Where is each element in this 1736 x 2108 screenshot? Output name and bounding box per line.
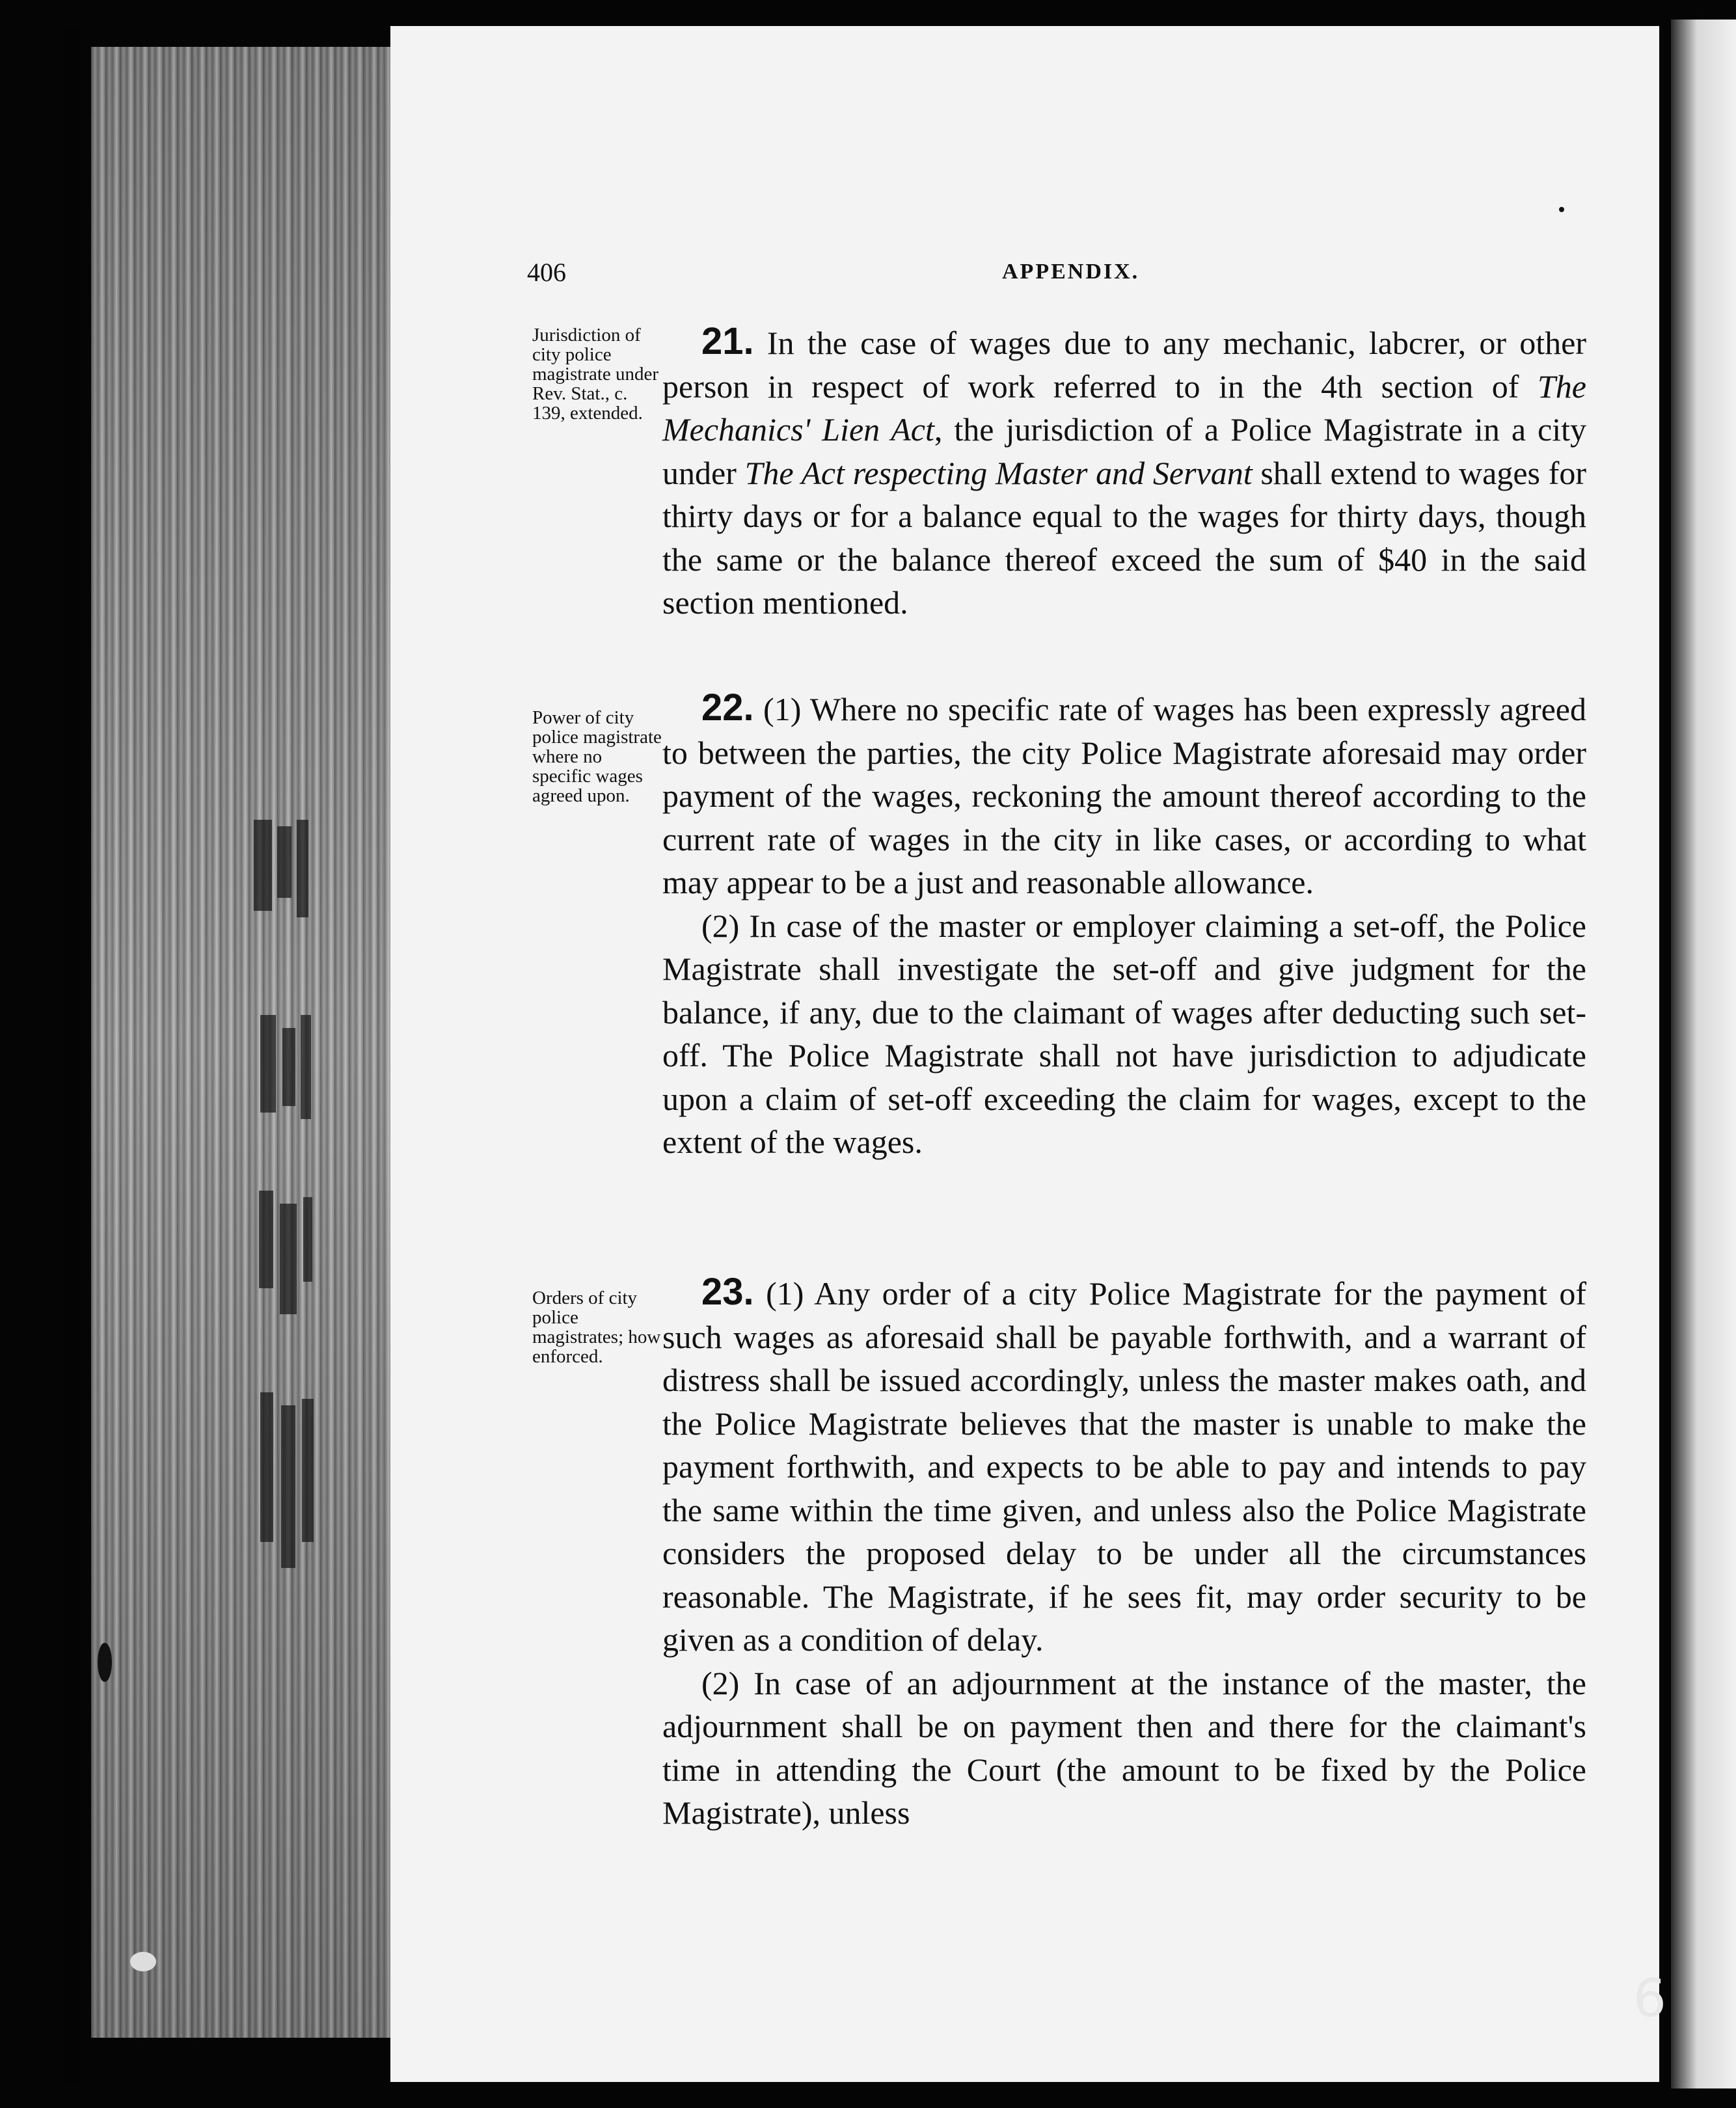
- marginal-note-21: Jurisdiction of city police magistrate under Rev. Stat., c. 139, extended.: [532, 325, 659, 424]
- section-22: [662, 686, 1586, 1164]
- section-number: 23.: [701, 1271, 754, 1313]
- facing-page-edge: [1671, 20, 1736, 2088]
- section-text: (1) Any order of a city Police Magistrate for the payment of such wages as aforesaid shall be payable forthwith, and a warrant of distress shall be issued accordingly, unless the master makes oath, and the Police Magistrate believes that the master is unable to make the payment forthwith, and expects to be able to pay and intends to pay the same within the time given, and unless also the Police Magistrate considers the proposed delay to be under all the circumstances reasonable. The Magistrate, if he sees fit, may order security to be given as a condition of delay.: [662, 1275, 1586, 1658]
- subsection-text: (2) In case of an adjournment at the instance of the master, the adjournment shall be on payment then and there for the claimant's time in attending the Court (the amount to be fixed by the Police Magistrate), unless: [662, 1664, 1586, 1831]
- gutter-shadow: [64, 26, 87, 2082]
- ink-speck: [98, 1643, 112, 1682]
- section-text: shall extend to wages for thirty days or for a balance equal to the wages for thirty days, though the same or the balance thereof exceed the sum of $40 in the said section mentioned.: [662, 454, 1587, 621]
- page-header: [527, 257, 1568, 296]
- section-23: [662, 1271, 1586, 1835]
- ink-speck: [130, 1952, 156, 1971]
- corner-mark: 6: [1633, 1968, 1666, 2029]
- section-number: 22.: [701, 686, 754, 729]
- act-title: The Act respecting Master and Servant: [744, 454, 1253, 491]
- running-head: APPENDIX.: [1002, 260, 1140, 284]
- page-number: 406: [527, 258, 566, 287]
- library-stamp-mark: [241, 820, 338, 1640]
- section-21: [662, 320, 1586, 625]
- ink-speck: [1559, 207, 1564, 212]
- section-number: 21.: [701, 320, 754, 362]
- section-text: In the case of wages due to any mechanic, labcrer, or other person in respect of work referred to in the 4th section of: [662, 325, 1586, 405]
- marginal-note-22: Power of city police magistrate where no specific wages agreed upon.: [532, 707, 662, 806]
- marginal-note-23: Orders of city police magistrates; how enforced.: [532, 1288, 661, 1367]
- act-title: The Mechanics' Lien Act: [662, 368, 1586, 448]
- section-text: (1) Where no specific rate of wages has been expressly agreed to between the parties, the city Police Magistrate aforesaid may order payment of the wages, reckoning the amount thereof according to the current rate of wages in the city in like cases, or according to what may appear to be a just and reasonable allowance.: [662, 691, 1586, 900]
- section-text: , the jurisdiction of a Police Magistrate in a city under: [662, 411, 1586, 491]
- subsection-text: (2) In case of the master or employer claiming a set-off, the Police Magistrate shall investigate the set-off and give judgment for the balance, if any, due to the claimant of wages after deducting such set-off. The Police Magistrate shall not have jurisdiction to adjudicate upon a claim of set-off exceeding the claim for wages, except to the extent of the wages.: [662, 907, 1586, 1160]
